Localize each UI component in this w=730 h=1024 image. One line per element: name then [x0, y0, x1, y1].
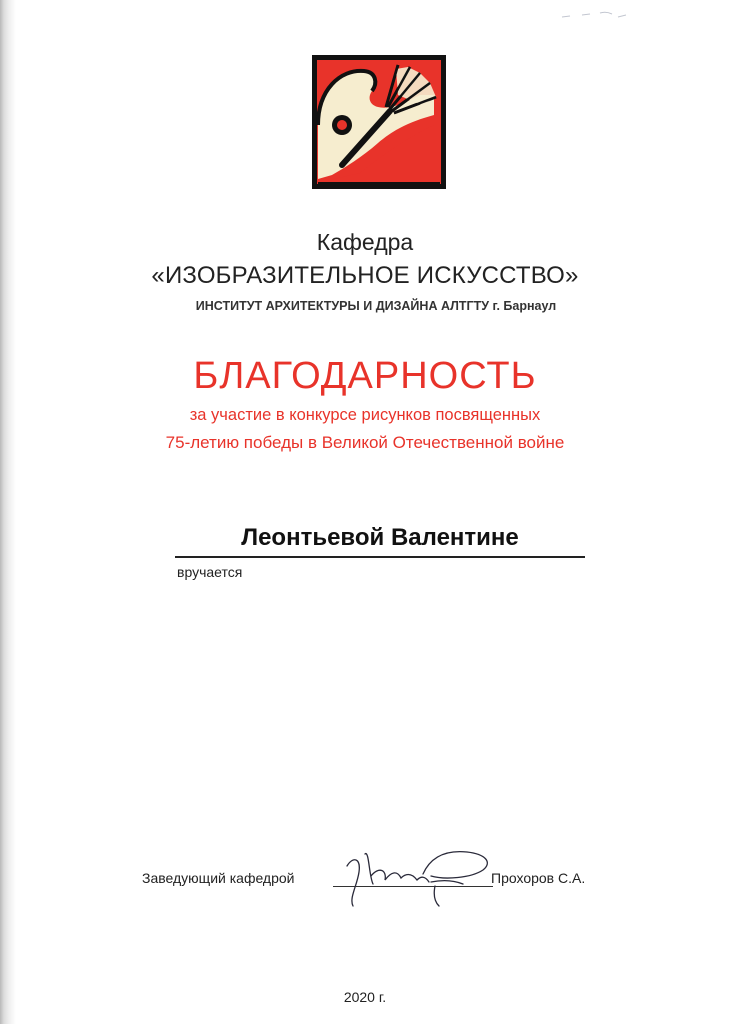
signatory-name: Прохоров С.А.	[491, 870, 586, 886]
scan-marks	[560, 8, 630, 22]
institute-name: ИНСТИТУТ АРХИТЕКТУРЫ И ДИЗАЙНА АЛТГТУ г. Барнаул	[195, 299, 557, 313]
recipient-underline	[175, 556, 585, 558]
awarded-label: вручается	[177, 564, 243, 580]
scan-edge-shadow	[0, 0, 16, 1024]
year-label: 2020 г.	[343, 989, 387, 1005]
certificate-title: БЛАГОДАРНОСТЬ	[193, 355, 537, 397]
certificate-subtitle-line2: 75-летию победы в Великой Отечественной войне	[165, 433, 565, 452]
kafedra-label: Кафедра	[316, 229, 414, 255]
certificate-subtitle-line1: за участие в конкурсе рисунков посвященных	[189, 406, 541, 424]
handwritten-signature	[335, 836, 505, 916]
palette-fan-brush-logo	[312, 55, 446, 189]
department-name: «ИЗОБРАЗИТЕЛЬНОЕ ИСКУССТВО»	[151, 262, 579, 289]
recipient-name: Леонтьевой Валентине	[241, 524, 519, 551]
signatory-role: Заведующий кафедрой	[142, 870, 295, 886]
